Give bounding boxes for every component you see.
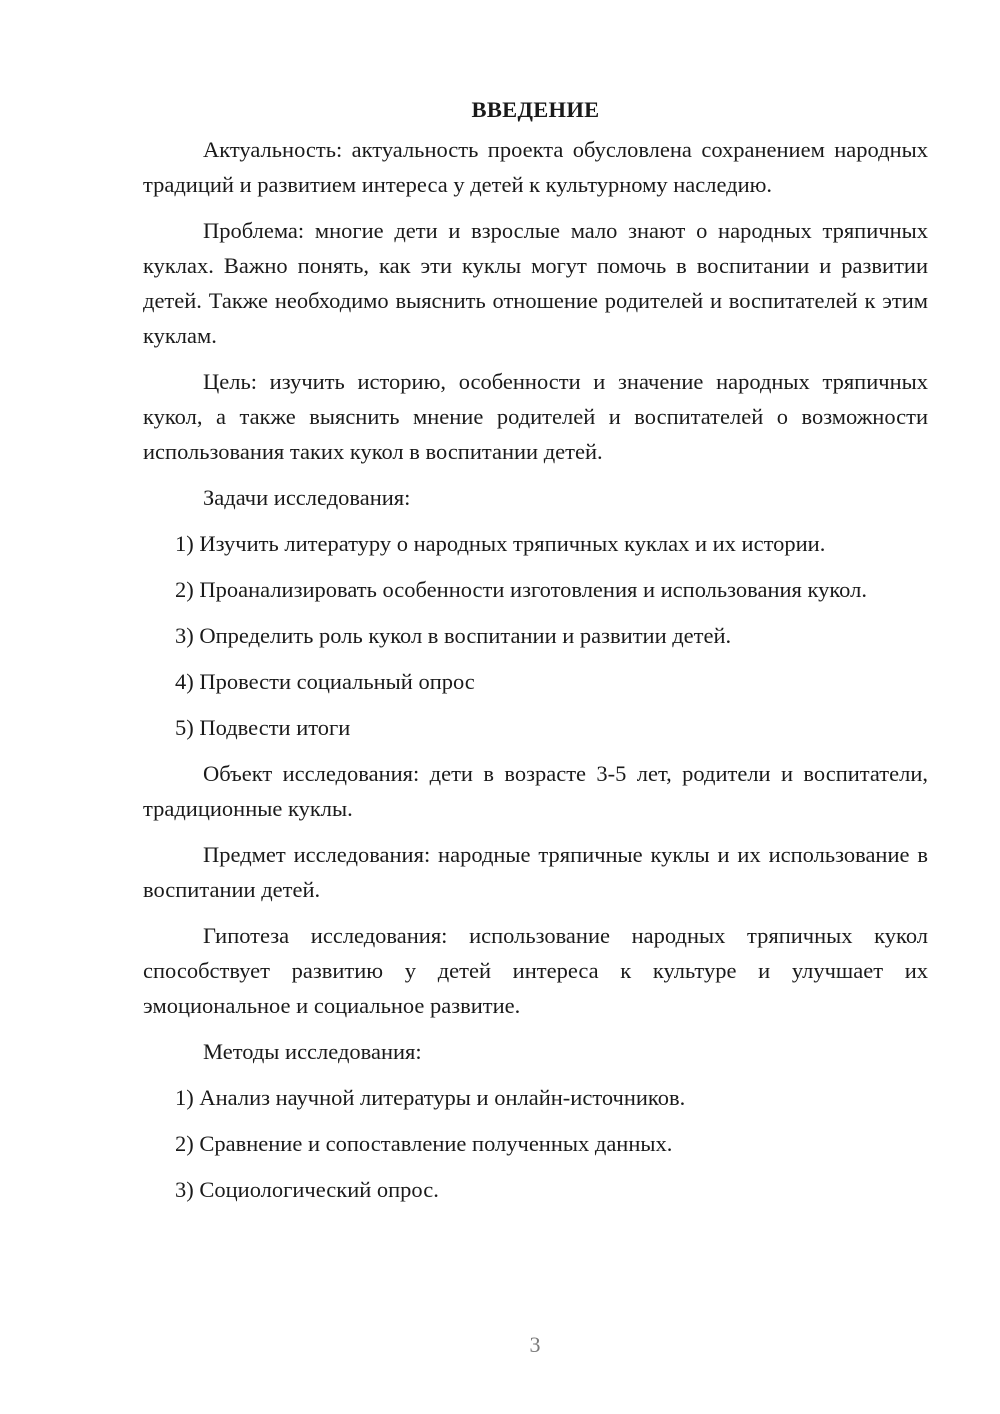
method-item-1: 1) Анализ научной литературы и онлайн-источников. [175, 1085, 686, 1110]
section-title: ВВЕДЕНИЕ [471, 97, 600, 122]
task-item-4: 4) Провести социальный опрос [175, 669, 475, 694]
task-item-2: 2) Проанализировать особенности изготовления и использования кукол. [175, 577, 867, 602]
document-page [143, 88, 928, 1218]
paragraph-tasks-heading: Задачи исследования: [203, 485, 411, 510]
task-item-5: 5) Подвести итоги [175, 715, 351, 740]
paragraph-methods-heading: Методы исследования: [203, 1039, 422, 1064]
paragraph-problem: Проблема: многие дети и взрослые мало знают о народных тряпичных куклах. Важно понять, как эти куклы могут помочь в воспитании и развитии детей. Также необходимо выяснить отношение родителей и воспитателей к этим куклам. [143, 218, 928, 348]
paragraph-object: Объект исследования: дети в возрасте 3-5 лет, родители и воспитатели, традиционные куклы. [143, 761, 928, 821]
method-item-2: 2) Сравнение и сопоставление полученных данных. [175, 1131, 673, 1156]
paragraph-goal: Цель: изучить историю, особенности и значение народных тряпичных кукол, а также выяснить мнение родителей и воспитателей о возможности использования таких кукол в воспитании детей. [143, 369, 928, 464]
paragraph-subject: Предмет исследования: народные тряпичные куклы и их использование в воспитании детей. [143, 842, 928, 902]
method-item-3: 3) Социологический опрос. [175, 1177, 439, 1202]
page-number: 3 [529, 1332, 541, 1357]
paragraph-relevance: Актуальность: актуальность проекта обусловлена сохранением народных традиций и развитием интереса у детей к культурному наследию. [143, 137, 928, 197]
task-item-3: 3) Определить роль кукол в воспитании и развитии детей. [175, 623, 732, 648]
paragraph-hypothesis: Гипотеза исследования: использование народных тряпичных кукол способствует развитию у детей интереса к культуре и улучшает их эмоциональное и социальное развитие. [143, 923, 928, 1018]
task-item-1: 1) Изучить литературу о народных тряпичных куклах и их истории. [175, 531, 826, 556]
